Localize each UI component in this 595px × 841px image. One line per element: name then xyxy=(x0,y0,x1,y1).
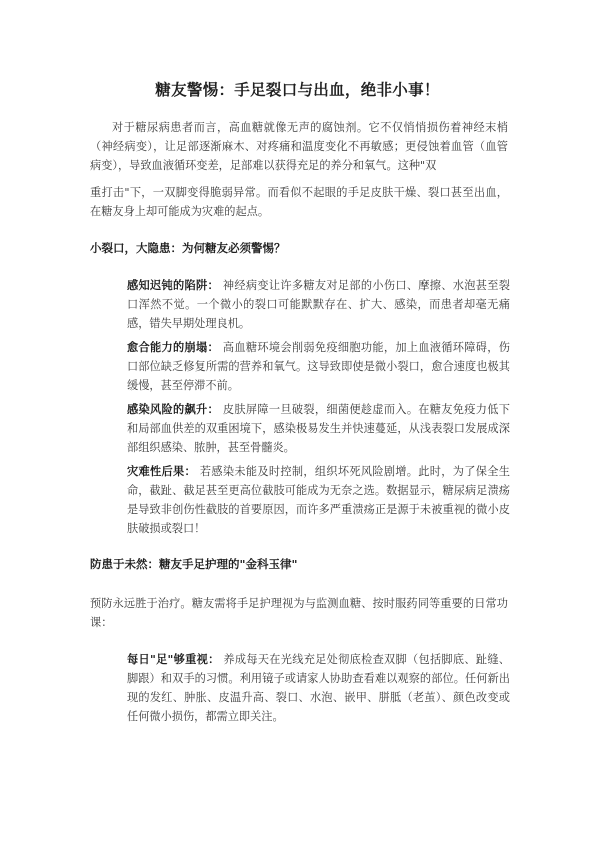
item-text: 高血糖环境会削弱免疫细胞功能，加上血液循环障碍，伤口部位缺乏修复所需的营养和氧气。这导致即使是微小裂口，愈合速度也极其缓慢，甚至停滞不前。 xyxy=(127,341,510,392)
item-label: 愈合能力的崩塌： xyxy=(127,340,219,354)
item-text: 皮肤屏障一旦破裂，细菌便趁虚而入。在糖友免疫力低下和局部血供差的双重困境下，感染极易发生并快速蔓延，从浅表裂口发展成深部组织感染、脓肿，甚至骨髓炎。 xyxy=(127,403,510,454)
section-heading-risks: 小裂口，大隐患：为何糖友必须警惕？ xyxy=(90,241,286,255)
item-label: 每日"足"够重视： xyxy=(127,652,220,666)
item-text: 神经病变让许多糖友对足部的小伤口、摩擦、水泡甚至裂口浑然不觉。一个微小的裂口可能默默存在、扩大、感染，而患者却毫无痛感，错失早期处理良机。 xyxy=(127,279,510,330)
item-text: 养成每天在光线充足处彻底检查双脚（包括脚底、趾缝、脚跟）和双手的习惯。利用镜子或请家人协助查看难以观察的部位。任何新出现的发红、肿胀、皮温升高、裂口、水泡、嵌甲、胼胝（老茧）、颜色改变或任何微小损伤，都需立即关注。 xyxy=(127,653,510,723)
list-item xyxy=(127,338,510,395)
intro-paragraph-continued: 重打击"下，一双脚变得脆弱异常。而看似不起眼的手足皮肤干燥、裂口甚至出血，在糖友身上却可能成为灾难的起点。 xyxy=(90,186,508,218)
section-heading-prevention: 防患于未然：糖友手足护理的"金科玉律" xyxy=(90,557,298,571)
list-item xyxy=(127,400,510,457)
list-item xyxy=(127,650,510,726)
item-label: 灾难性后果： xyxy=(127,464,196,478)
list-item xyxy=(127,462,510,538)
item-label: 感知迟钝的陷阱： xyxy=(127,278,219,292)
item-label: 感染风险的飙升： xyxy=(127,402,219,416)
prevention-intro: 预防永远胜于治疗。糖友需将手足护理视为与监测血糖、按时服药同等重要的日常功课： xyxy=(90,597,508,629)
list-item xyxy=(127,276,510,333)
intro-paragraph: 对于糖尿病患者而言，高血糖就像无声的腐蚀剂。它不仅悄悄损伤着神经末梢（神经病变），让足部逐渐麻木、对疼痛和温度变化不再敏感；更侵蚀着血管（血管病变），导致血液循环变差，足部难以获得充足的养分和氧气。这种"双 xyxy=(90,121,508,172)
page-title: 糖友警惕：手足裂口与出血，绝非小事！ xyxy=(155,80,440,99)
item-text: 若感染未能及时控制，组织坏死风险剧增。此时，为了保全生命，截趾、截足甚至更高位截肢可能成为无奈之选。数据显示，糖尿病足溃疡是导致非创伤性截肢的首要原因，而许多严重溃疡正是源于未被重视的微小皮肤破损或裂口！ xyxy=(127,465,510,535)
